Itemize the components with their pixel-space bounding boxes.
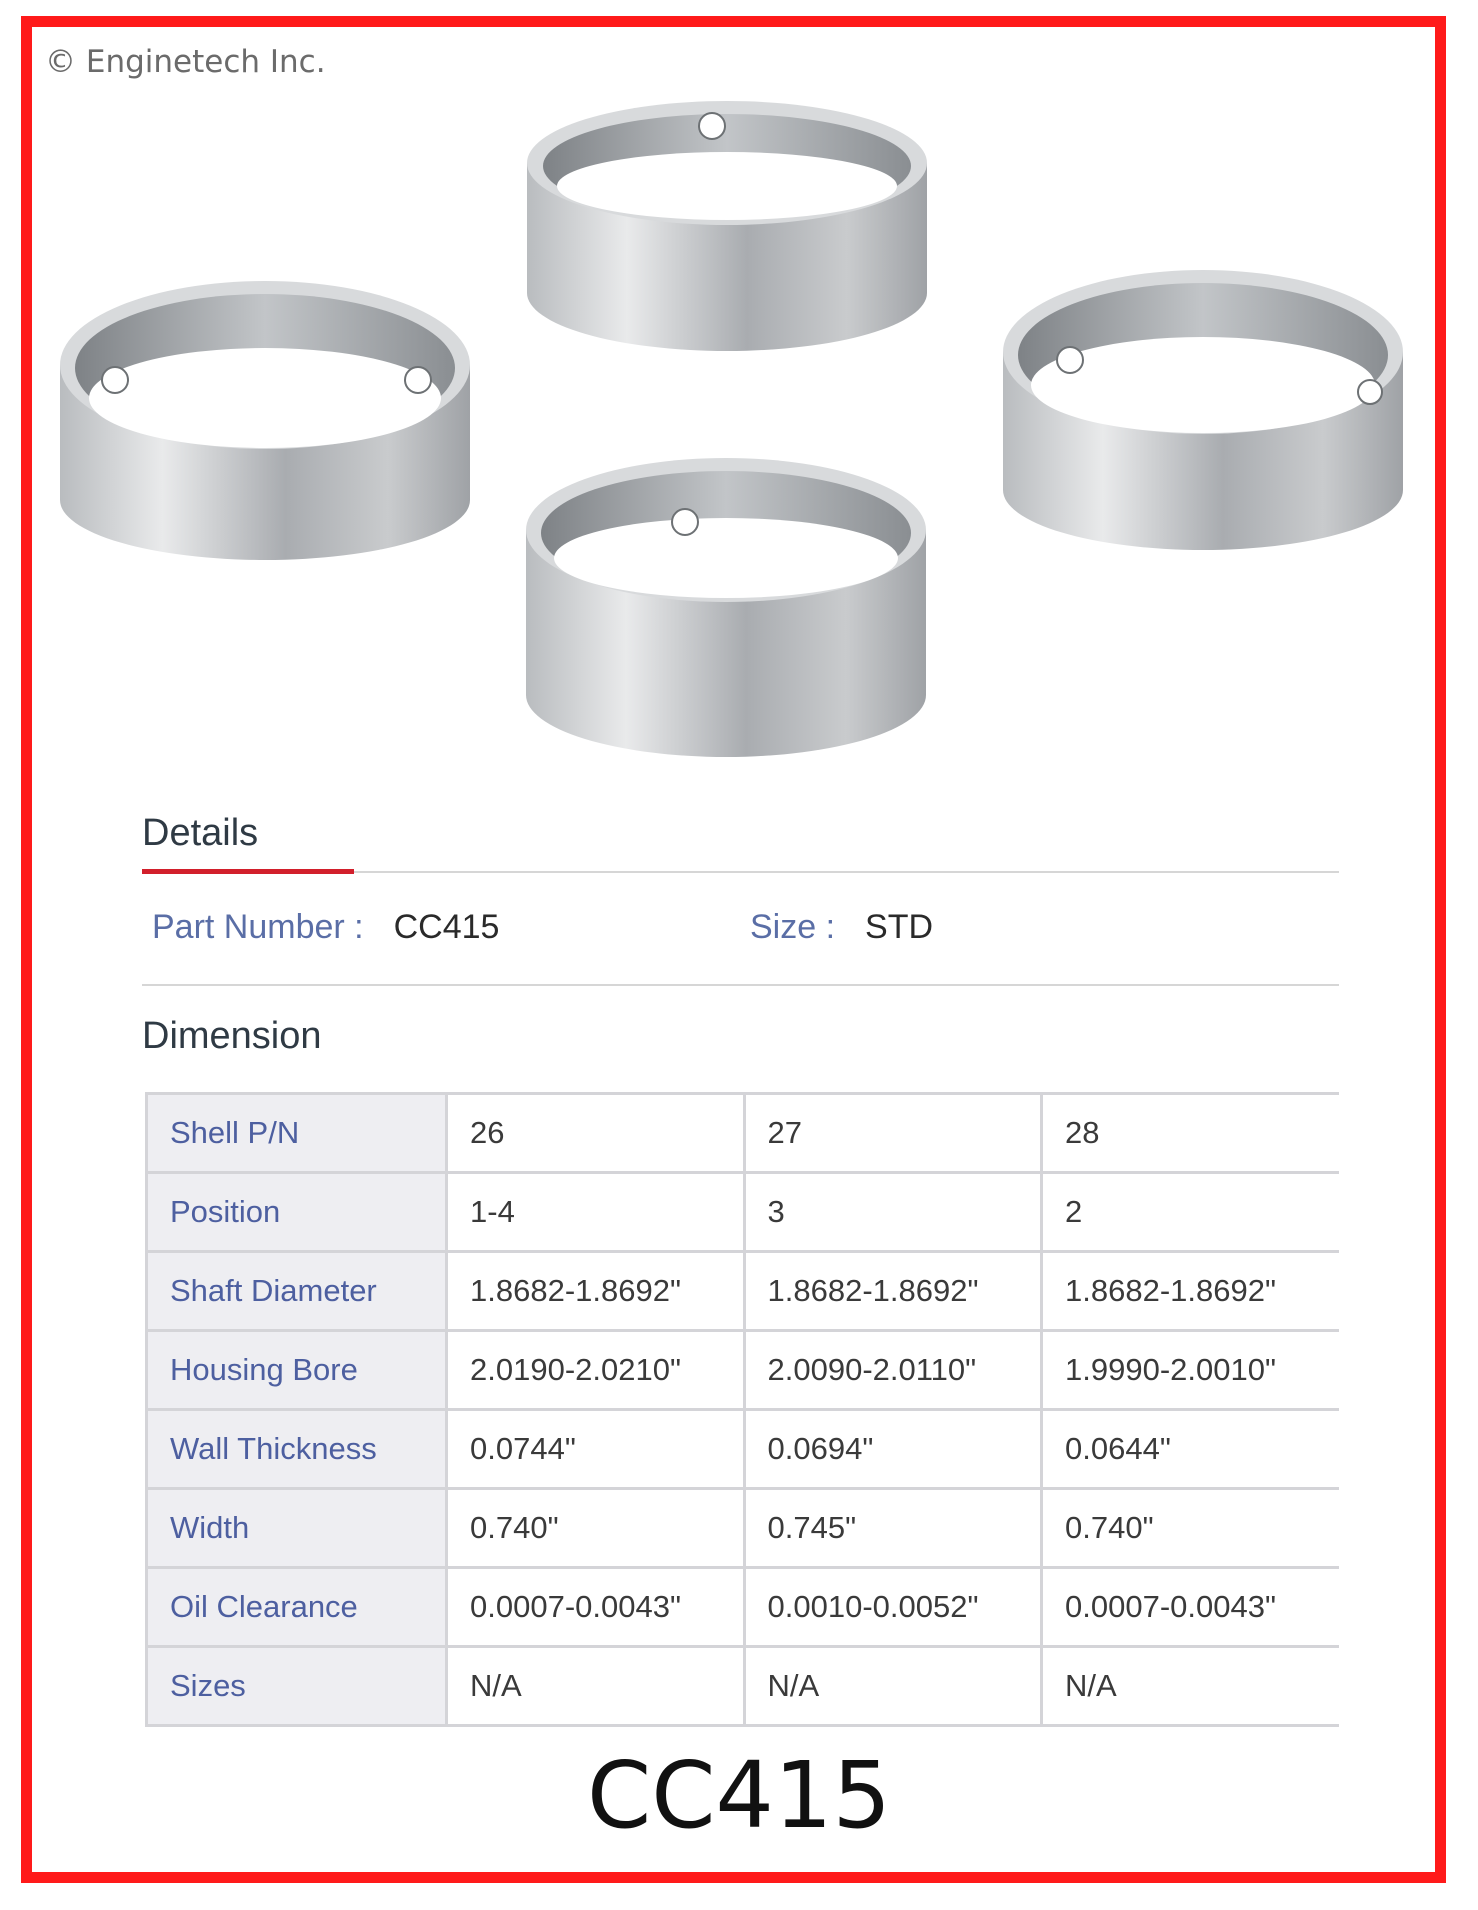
dimension-heading: Dimension — [142, 1015, 322, 1057]
table-cell: 1.9990-2.0010" — [1042, 1331, 1340, 1410]
row-header: Width — [147, 1489, 447, 1568]
table-cell: 27 — [744, 1094, 1042, 1173]
bearing-shell-top — [527, 101, 927, 351]
table-cell: N/A — [447, 1647, 745, 1726]
table-row — [147, 1410, 1340, 1489]
row-header: Sizes — [147, 1647, 447, 1726]
table-row — [147, 1252, 1340, 1331]
table-cell: 0.745" — [744, 1489, 1042, 1568]
table-cell: 0.0644" — [1042, 1410, 1340, 1489]
table-cell: 0.0744" — [447, 1410, 745, 1489]
table-cell: 28 — [1042, 1094, 1340, 1173]
table-cell: 2 — [1042, 1173, 1340, 1252]
part-number-label: Part Number : — [152, 908, 364, 946]
table-cell: N/A — [1042, 1647, 1340, 1726]
table-row — [147, 1568, 1340, 1647]
part-number-value: CC415 — [393, 908, 500, 946]
table-row — [147, 1647, 1340, 1726]
table-row — [147, 1331, 1340, 1410]
size-label: Size : — [750, 908, 836, 946]
dimension-table — [145, 1092, 1339, 1727]
table-cell: 2.0190-2.0210" — [447, 1331, 745, 1410]
part-number-caption: CC415 — [586, 1742, 892, 1849]
row-header: Shell P/N — [147, 1094, 447, 1173]
table-cell: 1.8682-1.8692" — [1042, 1252, 1340, 1331]
table-cell: 2.0090-2.0110" — [744, 1331, 1042, 1410]
table-cell: 1-4 — [447, 1173, 745, 1252]
row-header: Position — [147, 1173, 447, 1252]
table-row — [147, 1489, 1340, 1568]
table-cell: 0.740" — [1042, 1489, 1340, 1568]
details-accent-underline — [142, 869, 354, 874]
table-cell: 0.0694" — [744, 1410, 1042, 1489]
row-header: Housing Bore — [147, 1331, 447, 1410]
bearing-shells-photo — [0, 0, 1478, 800]
table-cell: 0.0007-0.0043" — [447, 1568, 745, 1647]
table-cell: 1.8682-1.8692" — [447, 1252, 745, 1331]
table-cell: N/A — [744, 1647, 1042, 1726]
table-cell: 26 — [447, 1094, 745, 1173]
details-bottom-divider — [142, 984, 1339, 986]
table-cell: 0.0007-0.0043" — [1042, 1568, 1340, 1647]
bearing-shell-bottom — [526, 458, 926, 757]
table-row — [147, 1173, 1340, 1252]
bearing-shell-right — [1003, 270, 1403, 550]
copyright-text: © Enginetech Inc. — [45, 44, 326, 80]
row-header: Oil Clearance — [147, 1568, 447, 1647]
row-header: Shaft Diameter — [147, 1252, 447, 1331]
table-row — [147, 1094, 1340, 1173]
size-value: STD — [865, 908, 934, 946]
bearing-shell-left — [60, 281, 470, 560]
table-cell: 1.8682-1.8692" — [744, 1252, 1042, 1331]
size-field — [750, 908, 933, 947]
row-header: Wall Thickness — [147, 1410, 447, 1489]
details-heading: Details — [142, 812, 259, 854]
table-cell: 0.740" — [447, 1489, 745, 1568]
part-number-field — [152, 908, 499, 947]
table-cell: 0.0010-0.0052" — [744, 1568, 1042, 1647]
table-cell: 3 — [744, 1173, 1042, 1252]
